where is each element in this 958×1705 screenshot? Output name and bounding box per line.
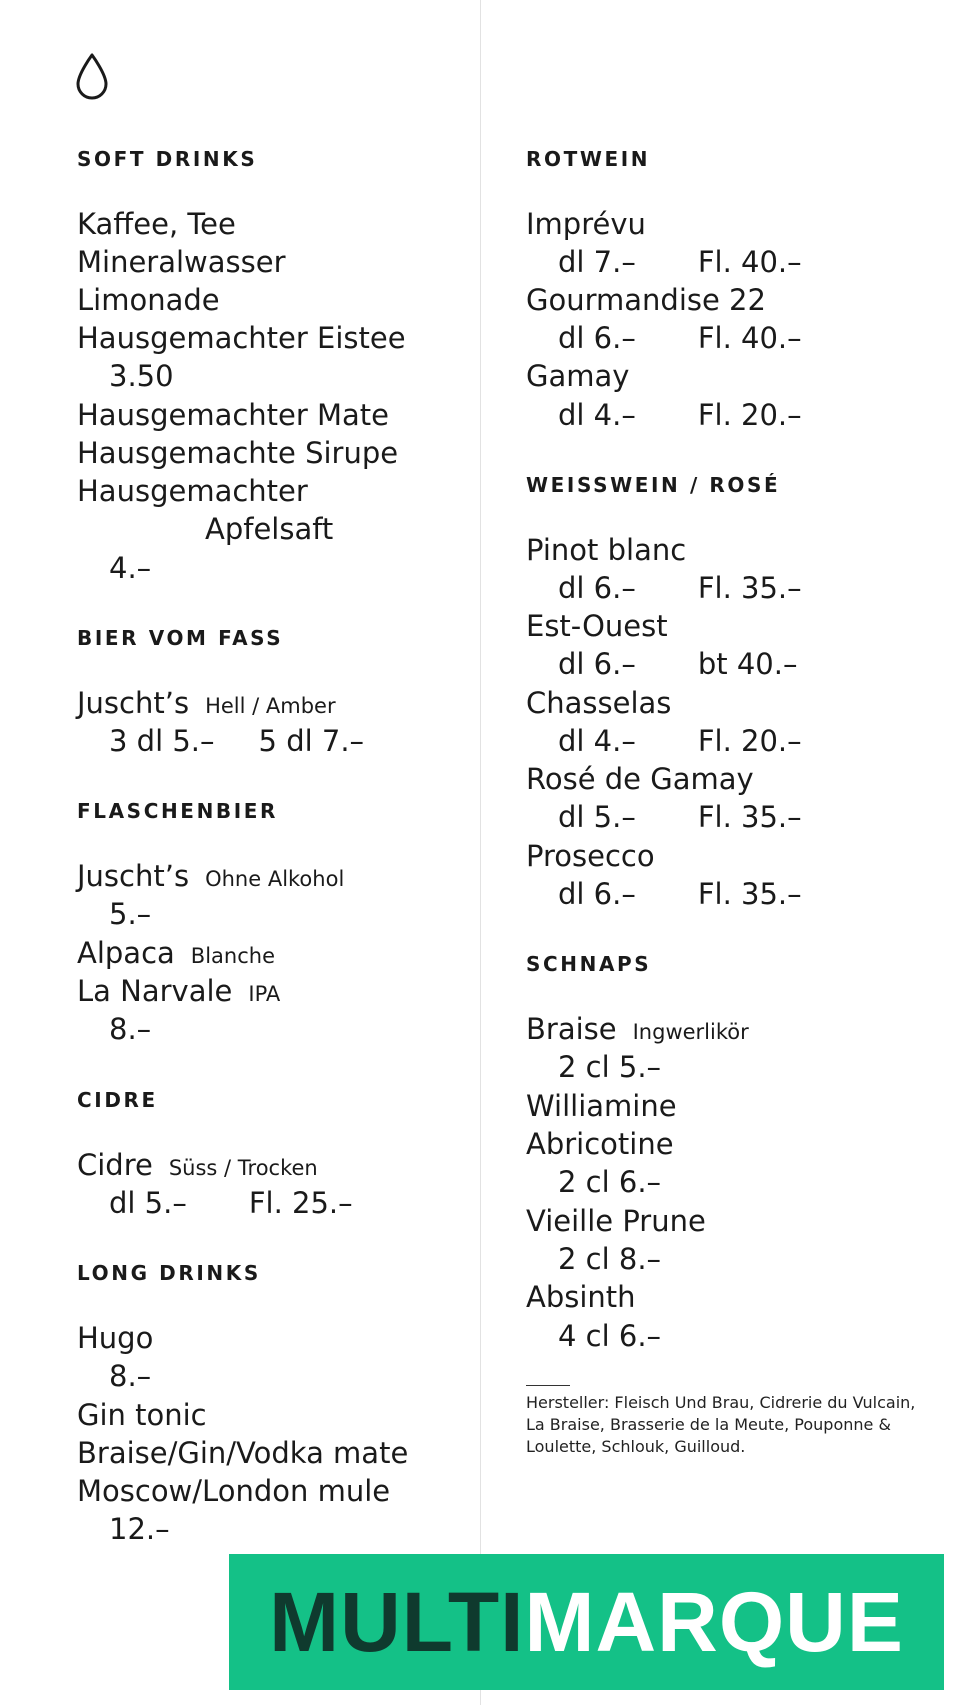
menu-item: Hausgemachter bbox=[77, 474, 308, 508]
menu-item: Hugo bbox=[77, 1321, 154, 1355]
price-fl: Fl. 40.– bbox=[697, 321, 802, 355]
menu-price: 4.– bbox=[109, 551, 152, 585]
item-subtitle: Ingwerlikör bbox=[632, 1020, 749, 1044]
menu-price bbox=[558, 319, 802, 357]
menu-price bbox=[558, 875, 802, 913]
menu-price: 8.– bbox=[109, 1359, 152, 1393]
menu-price: 2 cl 5.– bbox=[558, 1050, 662, 1084]
price-dl: dl 6.– bbox=[558, 877, 636, 911]
item-subtitle: Blanche bbox=[190, 944, 275, 968]
water-drop-icon bbox=[74, 52, 110, 102]
menu-item: Prosecco bbox=[526, 839, 655, 873]
price-fl: bt 40.– bbox=[697, 647, 798, 681]
price-dl: dl 6.– bbox=[558, 571, 636, 605]
price-large: 5 dl 7.– bbox=[258, 724, 365, 758]
section-heading-soft-drinks: SOFT DRINKS bbox=[77, 147, 258, 171]
logo-part-marque: MARQUE bbox=[524, 1574, 904, 1669]
price-fl: Fl. 40.– bbox=[697, 245, 802, 279]
multimarque-logo bbox=[229, 1554, 944, 1690]
menu-item: Hausgemachter Eistee bbox=[77, 321, 406, 355]
item-subtitle: IPA bbox=[248, 982, 281, 1006]
section-heading-bier-vom-fass: BIER VOM FASS bbox=[77, 626, 284, 650]
footnote-rule bbox=[526, 1385, 570, 1386]
logo-part-multi: MULTI bbox=[269, 1574, 525, 1669]
menu-price: 4 cl 6.– bbox=[558, 1319, 662, 1353]
menu-item: Hausgemachte Sirupe bbox=[77, 436, 399, 470]
menu-item: Braise/Gin/Vodka mate bbox=[77, 1436, 409, 1470]
section-heading-weisswein-rose: WEISSWEIN / ROSÉ bbox=[526, 473, 781, 497]
menu-item: Gin tonic bbox=[77, 1398, 207, 1432]
menu-item: Limonade bbox=[77, 283, 220, 317]
menu-price: 12.– bbox=[109, 1512, 170, 1546]
item-name: La Narvale bbox=[77, 974, 233, 1008]
menu-item: Gourmandise 22 bbox=[526, 283, 766, 317]
menu-price bbox=[558, 645, 797, 683]
menu-item: Gamay bbox=[526, 359, 630, 393]
price-fl: Fl. 35.– bbox=[697, 877, 802, 911]
price-dl: dl 5.– bbox=[109, 1186, 187, 1220]
price-fl: Fl. 25.– bbox=[248, 1186, 353, 1220]
menu-item: Imprévu bbox=[526, 207, 646, 241]
menu-item bbox=[77, 1146, 318, 1184]
menu-item bbox=[526, 1010, 749, 1048]
menu-item: Rosé de Gamay bbox=[526, 762, 754, 796]
item-name: Juscht’s bbox=[77, 859, 190, 893]
menu-item: Absinth bbox=[526, 1280, 636, 1314]
menu-item bbox=[77, 972, 280, 1010]
menu-price bbox=[558, 798, 802, 836]
price-dl: dl 6.– bbox=[558, 321, 636, 355]
menu-item: Est-Ouest bbox=[526, 609, 668, 643]
menu-price: 2 cl 6.– bbox=[558, 1165, 662, 1199]
menu-item: Kaffee, Tee bbox=[77, 207, 236, 241]
menu-item: Chasselas bbox=[526, 686, 672, 720]
menu-item: Mineralwasser bbox=[77, 245, 286, 279]
menu-item bbox=[77, 684, 336, 722]
menu-price: 3.50 bbox=[109, 359, 174, 393]
menu-item: Hausgemachter Mate bbox=[77, 398, 390, 432]
item-subtitle: Süss / Trocken bbox=[168, 1156, 318, 1180]
menu-price bbox=[558, 396, 802, 434]
menu-item: Apfelsaft bbox=[205, 512, 334, 546]
menu-item: Abricotine bbox=[526, 1127, 674, 1161]
column-divider bbox=[480, 0, 481, 1705]
section-heading-cidre: CIDRE bbox=[77, 1088, 158, 1112]
menu-item bbox=[77, 934, 275, 972]
price-fl: Fl. 35.– bbox=[697, 571, 802, 605]
item-name: Cidre bbox=[77, 1148, 153, 1182]
price-fl: Fl. 20.– bbox=[697, 398, 802, 432]
price-fl: Fl. 35.– bbox=[697, 800, 802, 834]
menu-price: 5.– bbox=[109, 897, 152, 931]
menu-item: Pinot blanc bbox=[526, 533, 687, 567]
menu-price: 8.– bbox=[109, 1012, 152, 1046]
price-dl: dl 5.– bbox=[558, 800, 636, 834]
menu-item: Moscow/London mule bbox=[77, 1474, 391, 1508]
item-subtitle: Ohne Alkohol bbox=[205, 867, 345, 891]
item-subtitle: Hell / Amber bbox=[205, 694, 336, 718]
section-heading-flaschenbier: FLASCHENBIER bbox=[77, 799, 279, 823]
menu-price bbox=[109, 1184, 353, 1222]
menu-price bbox=[558, 722, 802, 760]
item-name: Braise bbox=[526, 1012, 617, 1046]
price-small: 3 dl 5.– bbox=[109, 724, 215, 758]
section-heading-rotwein: ROTWEIN bbox=[526, 147, 651, 171]
price-dl: dl 6.– bbox=[558, 647, 636, 681]
menu-item bbox=[77, 857, 344, 895]
price-dl: dl 4.– bbox=[558, 724, 636, 758]
menu-price bbox=[109, 722, 364, 760]
menu-price: 2 cl 8.– bbox=[558, 1242, 662, 1276]
menu-price bbox=[558, 243, 802, 281]
item-name: Alpaca bbox=[77, 936, 175, 970]
section-heading-long-drinks: LONG DRINKS bbox=[77, 1261, 261, 1285]
menu-price bbox=[558, 569, 802, 607]
menu-item: Vieille Prune bbox=[526, 1204, 706, 1238]
menu-item: Williamine bbox=[526, 1089, 677, 1123]
producers-footnote: Hersteller: Fleisch Und Brau, Cidrerie du Vulcain, La Braise, Brasserie de la Meute, Pouponne & Loulette, Schlouk, Guilloud. bbox=[526, 1393, 916, 1456]
price-dl: dl 7.– bbox=[558, 245, 636, 279]
item-name: Juscht’s bbox=[77, 686, 190, 720]
section-heading-schnaps: SCHNAPS bbox=[526, 952, 652, 976]
price-dl: dl 4.– bbox=[558, 398, 636, 432]
price-fl: Fl. 20.– bbox=[697, 724, 802, 758]
